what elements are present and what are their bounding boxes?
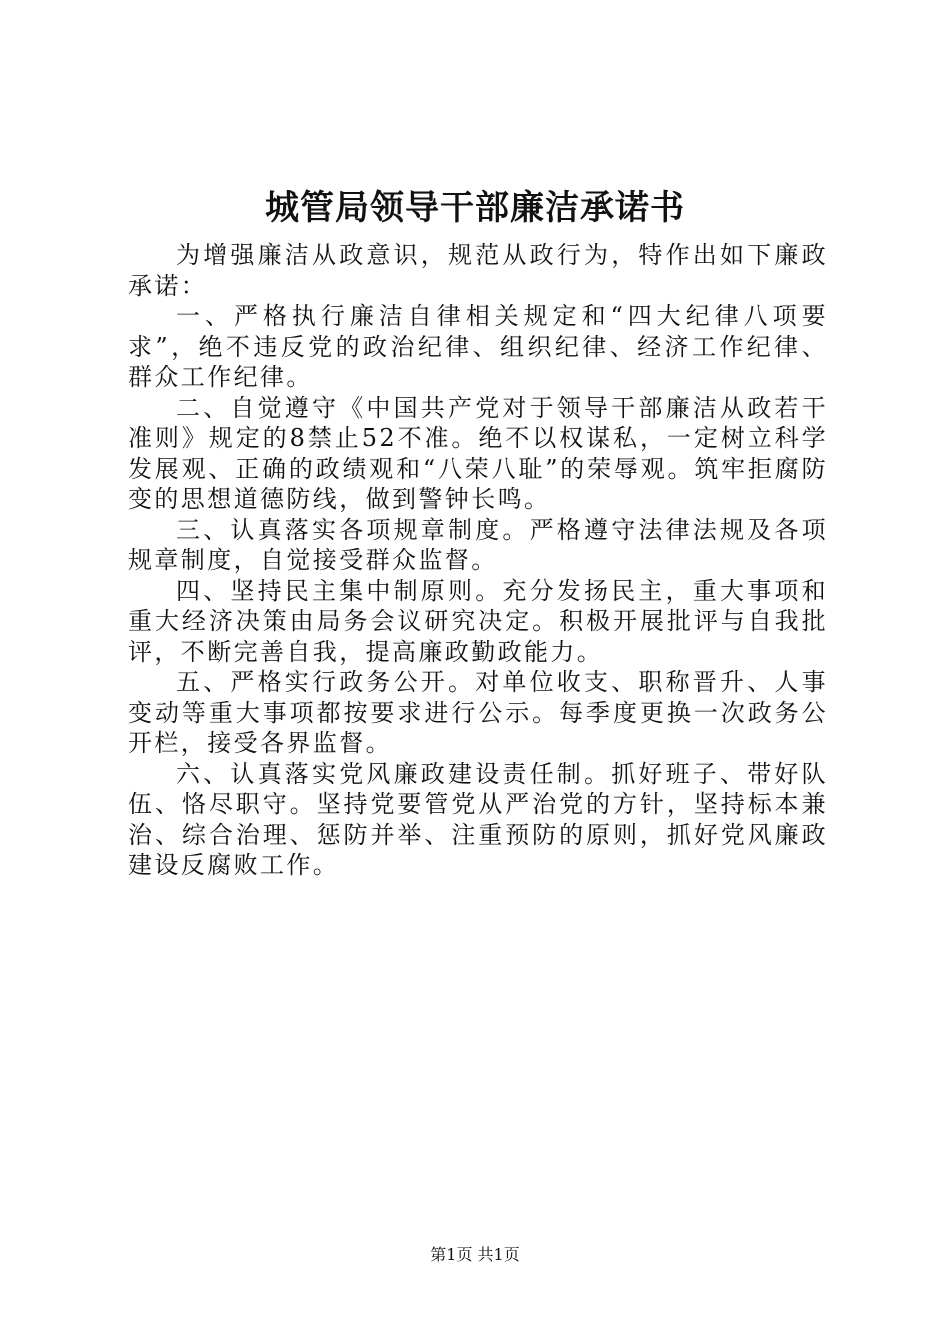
- document-title: 城管局领导干部廉洁承诺书: [265, 188, 685, 228]
- paragraph-item-5: 五、严格实行政务公开。对单位收支、职称晋升、人事变动等重大事项都按要求进行公示。每季度更换一次政务公开栏，接受各界监督。: [128, 668, 828, 757]
- document-body: [128, 240, 828, 881]
- paragraph-item-4: 四、坚持民主集中制原则。充分发扬民主，重大事项和重大经济决策由局务会议研究决定。积极开展批评与自我批评，不断完善自我，提高廉政勤政能力。: [128, 576, 828, 666]
- paragraph-item-2: 二、自觉遵守《中国共产党对于领导干部廉洁从政若干准则》规定的8禁止52不准。绝不以权谋私，一定树立科学发展观、正确的政绩观和“八荣八耻”的荣辱观。筑牢拒腐防变的思想道德防线，做到警钟长鸣。: [128, 393, 828, 513]
- paragraph-item-6: 六、认真落实党风廉政建设责任制。抓好班子、带好队伍、恪尽职守。坚持党要管党从严治党的方针，坚持标本兼治、综合治理、惩防并举、注重预防的原则，抓好党风廉政建设反腐败工作。: [128, 759, 828, 879]
- paragraph-item-1: 一、严格执行廉洁自律相关规定和“四大纪律八项要求”，绝不违反党的政治纪律、组织纪律、经济工作纪律、群众工作纪律。: [128, 302, 828, 391]
- page-footer: 第1页 共1页: [430, 1245, 520, 1264]
- paragraph-intro: 为增强廉洁从政意识，规范从政行为，特作出如下廉政承诺：: [128, 241, 828, 300]
- paragraph-item-3: 三、认真落实各项规章制度。严格遵守法律法规及各项规章制度，自觉接受群众监督。: [128, 515, 828, 574]
